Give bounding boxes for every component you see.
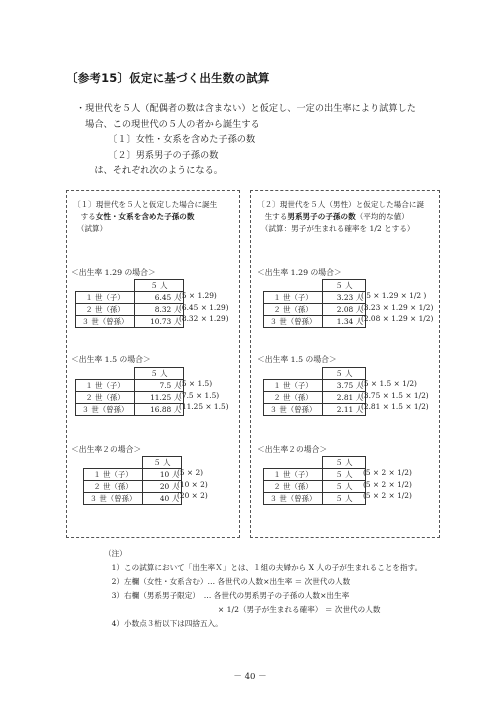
heading-line [257,211,424,223]
table-header: ５ 人 [135,280,184,292]
heading-text: 生する [264,212,288,221]
calc-text: (10 × 2) [177,479,208,489]
generation-cell: １ 世（子） [76,380,135,392]
generation-cell: １ 世（子） [264,380,323,392]
table-row [264,316,366,328]
calc-text: (2.81 × 1.5 × 1/2) [361,402,429,411]
value-cell: 3.75 人 [323,380,366,392]
note-line: 3）右欄（男系男子限定） … 各世代の男系男子の子孫の人数×出生率 [104,591,350,600]
table-row [76,316,184,328]
result-table [75,279,184,328]
note-line: （注） [104,549,127,558]
table-row [264,404,366,416]
value-cell: 2.11 人 [323,404,366,416]
value-cell: 6.45 人 [135,292,184,304]
generation-cell: １ 世（子） [264,292,323,304]
table-row [84,481,182,493]
calc-text: (6.45 × 1.29) [179,302,229,312]
calc-text: (20 × 2) [177,491,208,500]
note-line: 4）小数点３桁以下は四捨五入。 [104,619,223,628]
generation-cell: １ 世（子） [76,292,135,304]
value-cell: 2.81 人 [323,392,366,404]
rate-label: ＜出生率２の場合＞ [71,445,142,454]
table-header: ５ 人 [323,368,366,380]
value-cell: 16.88 人 [135,404,184,416]
table-row [76,380,184,392]
notes [104,547,484,631]
table-row [264,392,366,404]
generation-cell: ３ 世（曾孫） [84,493,143,505]
calc-text: (3.75 × 1.5 × 1/2) [361,390,429,400]
page-number: － 40 － [233,672,267,682]
value-cell: 1.34 人 [323,316,366,328]
generation-cell: １ 世（子） [264,469,323,481]
generation-cell: ２ 世（孫） [264,392,323,404]
heading-line: 〔１〕現世代を５人と仮定した場合に誕生 [73,200,218,209]
heading-bold-text: 男系男子の子孫の数 [287,212,356,221]
result-table [83,456,182,505]
intro-line: 場合、この現世代の５人の者から誕生する [76,118,260,130]
page-title: 〔参考15〕仮定に基づく出生数の試算 [66,71,270,85]
left-panel-heading [73,199,217,235]
rate-label: ＜出生率２の場合＞ [257,445,328,454]
table-row [264,380,366,392]
table-header: ５ 人 [323,280,366,292]
calc-list [361,290,433,325]
calc-text: (5 × 2 × 1/2) [363,491,412,500]
table-row [264,493,366,505]
generation-cell: ２ 世（孫） [84,481,143,493]
table-row [264,292,366,304]
left-panel [66,190,240,538]
heading-line [73,223,217,235]
calc-text: (3.23 × 1.29 × 1/2) [361,302,434,312]
table-row [264,304,366,316]
intro-line: 〔２〕男系男子の子孫の数 [76,149,219,161]
value-cell: 7.5 人 [135,380,184,392]
table-row [76,292,184,304]
calc-text: (5 × 1.29) [179,291,217,300]
heading-bold-text: 女性・女系を含めた子孫の数 [95,212,195,221]
table-row [264,469,366,481]
right-panel [250,190,440,538]
intro-line: 〔１〕女性・女系を含めた子孫の数 [76,134,256,145]
generation-cell: ３ 世（曾孫） [76,404,135,416]
result-table [263,367,366,416]
calc-list [179,378,229,413]
generation-cell: ３ 世（曾孫） [76,316,135,328]
generation-cell: ３ 世（曾孫） [264,316,323,328]
intro-text [76,101,466,179]
table-row [84,493,182,505]
calc-list [363,467,412,502]
value-cell: ５ 人 [323,469,366,481]
result-table [263,279,366,328]
value-cell: 40 人 [143,493,182,505]
calc-text: (5 × 2 × 1/2) [363,479,412,489]
calc-text: (5 × 1.5) [179,379,213,388]
table-row [84,469,182,481]
heading-text: （試算） [80,224,108,233]
rate-label: ＜出生率 1.29 の場合＞ [71,268,156,277]
value-cell: 3.23 人 [323,292,366,304]
table-row [76,304,184,316]
table-header: ５ 人 [143,457,182,469]
result-table [75,367,184,416]
table-header: ５ 人 [323,457,366,469]
calc-text: (7.5 × 1.5) [179,390,220,400]
calc-list [179,290,229,325]
note-line: 1）この試算において「出生率Ｘ」とは、１組の夫婦から X 人の子が生まれることを指す。 [104,563,423,572]
value-cell: 2.08 人 [323,304,366,316]
generation-cell: ２ 世（孫） [76,304,135,316]
value-cell: ５ 人 [323,481,366,493]
intro-line: は、それぞれ次のようになる。 [76,165,223,176]
value-cell: 10 人 [143,469,182,481]
calc-text: ( 5 × 1.29 × 1/2 ) [361,291,427,300]
heading-text: する [80,212,96,221]
table-header: ５ 人 [135,368,184,380]
value-cell: 8.32 人 [135,304,184,316]
calc-text: (8.32 × 1.29) [179,314,229,323]
value-cell: 10.73 人 [135,316,184,328]
heading-text: （試算：男子が生まれる確率を 1/2 とする） [264,224,415,233]
note-line: × 1/2（男子が生まれる確率） ＝ 次世代の人数 [104,605,381,614]
generation-cell: ３ 世（曾孫） [264,493,323,505]
right-panel-heading [257,199,424,235]
rate-label: ＜出生率 1.5 の場合＞ [257,355,337,364]
heading-line [73,211,217,223]
generation-cell: ２ 世（孫） [264,481,323,493]
generation-cell: ２ 世（孫） [264,304,323,316]
calc-text: (5 × 1.5 × 1/2) [361,379,417,388]
calc-text: (5 × 2) [177,468,204,477]
calc-list [361,378,429,413]
generation-cell: １ 世（子） [84,469,143,481]
heading-line [257,223,424,235]
generation-cell: ３ 世（曾孫） [264,404,323,416]
generation-cell: ２ 世（孫） [76,392,135,404]
value-cell: 11.25 人 [135,392,184,404]
value-cell: 20 人 [143,481,182,493]
table-row [76,392,184,404]
result-table [263,456,366,505]
note-line: 2）左欄（女性・女系含む）… 各世代の人数×出生率 ＝ 次世代の人数 [104,577,351,586]
table-row [264,481,366,493]
intro-line: ・現世代を５人（配偶者の数は含まない）と仮定し、一定の出生率により試算した [76,103,416,114]
rate-label: ＜出生率 1.29 の場合＞ [257,268,342,277]
table-row [76,404,184,416]
calc-list [177,467,208,502]
calc-text: (2.08 × 1.29 × 1/2) [361,314,434,323]
heading-line: 〔２〕現世代を５人（男性）と仮定した場合に誕 [257,200,425,209]
calc-text: (5 × 2 × 1/2) [363,468,412,477]
heading-text: （平均的な値） [355,212,409,221]
value-cell: ５ 人 [323,493,366,505]
calc-text: (11.25 × 1.5) [179,402,229,411]
rate-label: ＜出生率 1.5 の場合＞ [71,355,151,364]
